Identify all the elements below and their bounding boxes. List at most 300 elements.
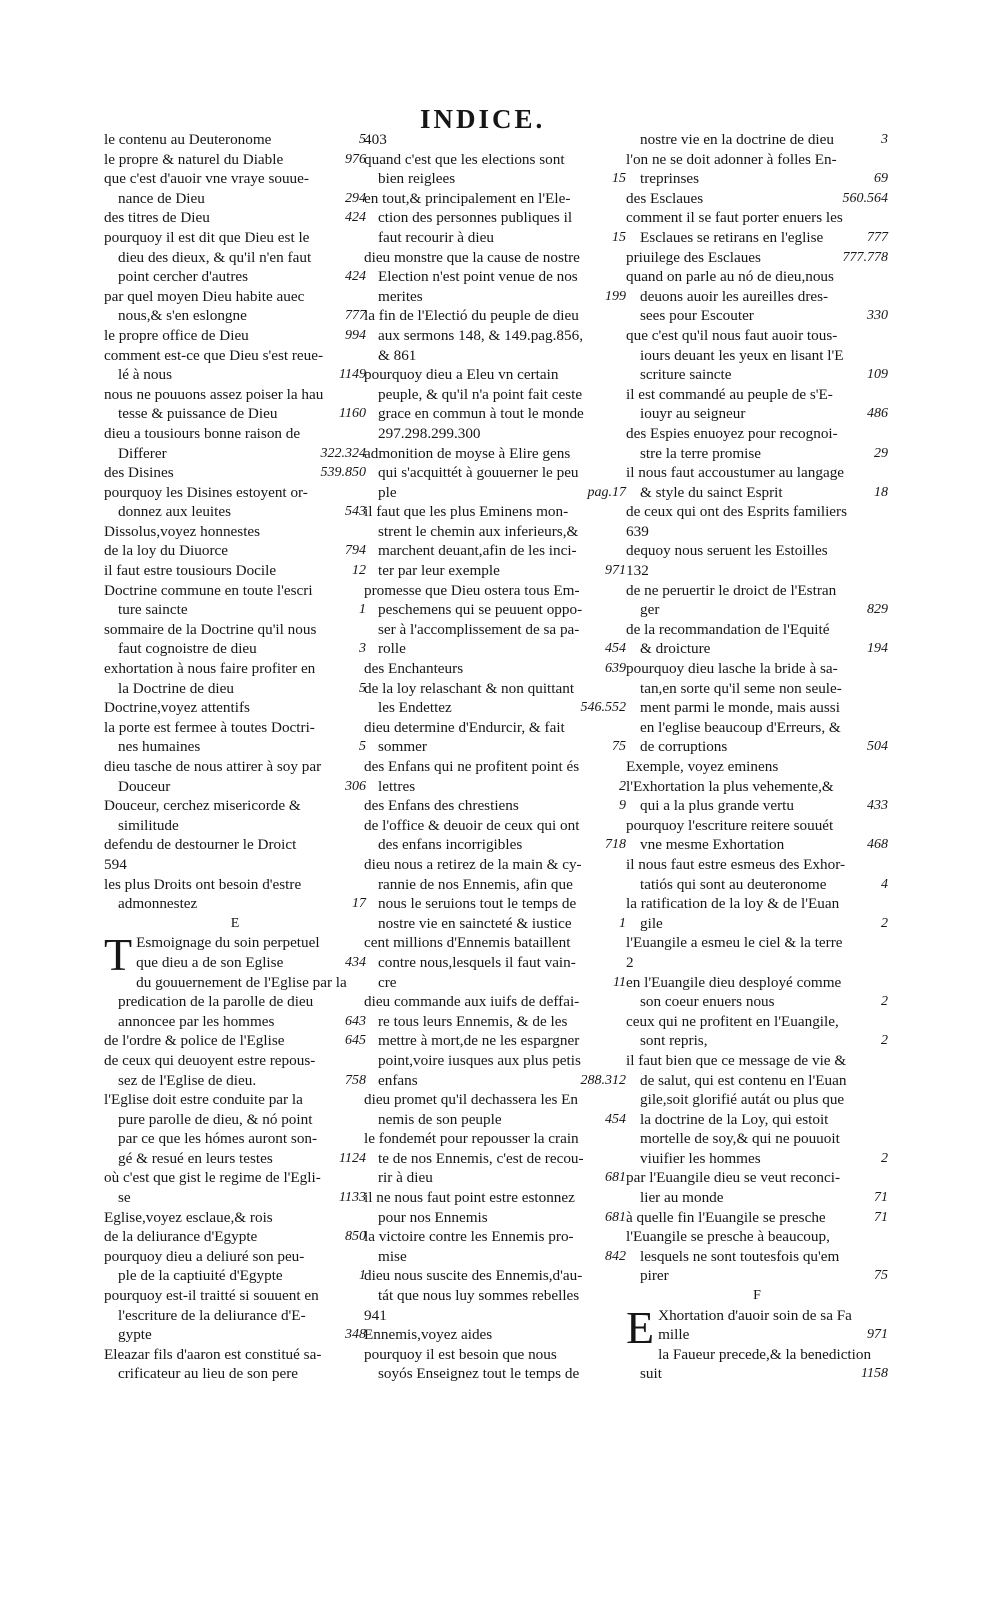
index-entry bbox=[364, 483, 626, 503]
index-entry bbox=[104, 992, 366, 1012]
entry-text: nostre vie en la doctrine de dieu bbox=[640, 131, 834, 148]
index-entry bbox=[626, 346, 888, 366]
entry-text: de ceux qui ont des Esprits familiers bbox=[626, 503, 848, 521]
entry-text: Exemple, voyez eminens bbox=[626, 758, 779, 775]
entry-text: nemis de son peuple bbox=[378, 1110, 502, 1128]
entry-text: tát que nous luy sommes rebelles bbox=[378, 1287, 580, 1305]
entry-text: l'Euangile a esmeu le ciel & la terre bbox=[626, 934, 843, 952]
entry-text: 132 bbox=[626, 562, 649, 580]
index-entry bbox=[364, 346, 626, 366]
entry-text: comment est-ce que Dieu s'est reue- bbox=[104, 346, 324, 364]
section-letter: E bbox=[230, 915, 240, 931]
entry-text: qui s'acquittét à gouuerner le peu bbox=[378, 464, 579, 482]
entry-text: mise bbox=[378, 1247, 407, 1265]
index-entry bbox=[104, 1364, 366, 1384]
index-entry bbox=[364, 522, 626, 542]
index-entry bbox=[364, 1306, 626, 1326]
index-entry bbox=[364, 541, 626, 561]
page-reference: 322.324 bbox=[320, 445, 366, 461]
entry-text: Differer bbox=[118, 444, 167, 462]
index-entry bbox=[104, 189, 366, 209]
entry-text: à quelle fin l'Euangile se presche bbox=[626, 1208, 826, 1226]
index-entry bbox=[104, 1051, 366, 1071]
drop-cap: E bbox=[626, 1301, 655, 1353]
entry-text: de corruptions bbox=[640, 738, 728, 756]
index-entry bbox=[104, 169, 366, 189]
page-reference: 1133 bbox=[339, 1190, 366, 1206]
entry-text: il faut bien que ce message de vie & bbox=[626, 1051, 847, 1069]
entry-text: ment parmi le monde, mais aussi bbox=[640, 699, 840, 717]
page-reference: 850 bbox=[345, 1229, 366, 1245]
page-reference: 486 bbox=[867, 406, 888, 422]
entry-text: ger bbox=[640, 601, 660, 619]
entry-text: lier au monde bbox=[640, 1189, 724, 1207]
entry-text: que dieu a de son Eglise bbox=[136, 953, 284, 971]
entry-text: enfans bbox=[378, 1071, 418, 1089]
index-entry bbox=[626, 1110, 888, 1130]
index-entry bbox=[104, 424, 366, 444]
entry-text: predication de la parolle de dieu bbox=[118, 993, 314, 1011]
index-entry bbox=[626, 718, 888, 738]
page-reference: 9 bbox=[619, 798, 626, 814]
index-entry bbox=[626, 1051, 888, 1071]
entry-text: Eleazar fils d'aaron est constitué sa- bbox=[104, 1345, 322, 1363]
page-reference: 109 bbox=[867, 367, 888, 383]
section-letter: F bbox=[753, 1288, 761, 1304]
index-entry bbox=[364, 1129, 626, 1149]
entry-text: pirer bbox=[640, 1267, 669, 1285]
page-reference: 777 bbox=[345, 308, 366, 324]
entry-text: par quel moyen Dieu habite auec bbox=[104, 287, 305, 305]
entry-text: ction des personnes publiques il bbox=[378, 209, 573, 227]
index-entry bbox=[104, 1110, 366, 1130]
index-entry bbox=[104, 326, 366, 346]
index-entry bbox=[626, 1129, 888, 1149]
page-reference: 645 bbox=[345, 1033, 366, 1049]
index-entry bbox=[364, 933, 626, 953]
index-entry bbox=[364, 1168, 626, 1188]
page-reference: 539.850 bbox=[320, 465, 366, 481]
index-entry bbox=[104, 1012, 366, 1032]
entry-text: quand on parle au nó de dieu,nous bbox=[626, 268, 834, 286]
entry-text: il faut estre tousiours Docile bbox=[104, 562, 277, 580]
entry-text: pourquoy l'escriture reitere souuét bbox=[626, 816, 834, 834]
index-entry bbox=[104, 816, 366, 836]
entry-text: par ce que les hómes auront son- bbox=[118, 1130, 318, 1148]
index-entry bbox=[104, 953, 366, 973]
index-entry bbox=[364, 444, 626, 464]
entry-text: lé à nous bbox=[118, 366, 172, 384]
page-reference: 718 bbox=[605, 837, 626, 853]
entry-text: l'escriture de la deliurance d'E- bbox=[118, 1306, 306, 1324]
index-entry bbox=[364, 326, 626, 346]
entry-text: rir à dieu bbox=[378, 1169, 433, 1187]
page-reference: 2 bbox=[881, 915, 888, 931]
page-reference: 434 bbox=[345, 954, 366, 970]
entry-text: 639 bbox=[626, 522, 649, 540]
entry-text: son coeur enuers nous bbox=[640, 993, 775, 1011]
index-entry bbox=[104, 502, 366, 522]
page-reference: 454 bbox=[605, 1111, 626, 1127]
index-entry bbox=[104, 150, 366, 170]
entry-text: la doctrine de la Loy, qui estoit bbox=[640, 1110, 829, 1128]
entry-text: de ceux qui deuoyent estre repous- bbox=[104, 1051, 316, 1069]
index-entry bbox=[364, 424, 626, 444]
entry-text: les plus Droits ont besoin d'estre bbox=[104, 875, 302, 893]
entry-text: le fondemét pour repousser la crain bbox=[364, 1130, 579, 1148]
page-reference: 5 bbox=[359, 739, 366, 755]
index-entry bbox=[626, 953, 888, 973]
index-entry bbox=[364, 855, 626, 875]
page-reference: 2 bbox=[881, 1033, 888, 1049]
entry-text: sees pour Escouter bbox=[640, 307, 754, 325]
page-reference: 1149 bbox=[339, 367, 366, 383]
page-reference: 1 bbox=[359, 602, 366, 618]
index-entry bbox=[626, 698, 888, 718]
index-entry bbox=[626, 150, 888, 170]
entry-text: il nous faut accoustumer au langage bbox=[626, 464, 845, 482]
entry-text: dieu promet qu'il dechassera les En bbox=[364, 1091, 579, 1109]
entry-text: 297.298.299.300 bbox=[378, 424, 481, 442]
page-reference: 12 bbox=[352, 563, 366, 579]
page-reference: 5 bbox=[359, 132, 366, 147]
index-entry bbox=[626, 208, 888, 228]
entry-text: gile,soit glorifié autát ou plus que bbox=[640, 1091, 845, 1109]
entry-text: des Enchanteurs bbox=[364, 660, 464, 678]
index-entry bbox=[626, 581, 888, 601]
entry-text: ser à l'accomplissement de sa pa- bbox=[378, 620, 580, 638]
entry-text: annoncee par les hommes bbox=[118, 1012, 275, 1030]
index-entry bbox=[364, 875, 626, 895]
entry-text: ter par leur exemple bbox=[378, 562, 500, 580]
index-entry bbox=[364, 385, 626, 405]
index-entry bbox=[364, 1149, 626, 1169]
page-reference: 794 bbox=[345, 543, 366, 559]
index-entry bbox=[104, 1325, 366, 1345]
index-entry bbox=[104, 306, 366, 326]
index-entry bbox=[626, 365, 888, 385]
entry-text: Ennemis,voyez aides bbox=[364, 1326, 493, 1344]
page-reference: 639 bbox=[605, 661, 626, 677]
index-column-left bbox=[104, 130, 366, 1384]
entry-text: l'Euangile se presche à beaucoup, bbox=[626, 1228, 830, 1246]
index-entry bbox=[364, 1012, 626, 1032]
page-reference: 294 bbox=[345, 190, 366, 206]
index-entry bbox=[626, 385, 888, 405]
entry-text: promesse que Dieu ostera tous Em- bbox=[364, 581, 580, 599]
page-reference: pag.17 bbox=[587, 484, 626, 500]
entry-text: des Disines bbox=[104, 464, 174, 482]
entry-text: par l'Euangile dieu se veut reconci- bbox=[626, 1169, 841, 1187]
entry-text: treprinses bbox=[640, 170, 700, 188]
index-entry bbox=[626, 228, 888, 248]
entry-text: priuilege des Esclaues bbox=[626, 248, 761, 266]
page-reference: 454 bbox=[605, 641, 626, 657]
index-entry bbox=[626, 777, 888, 797]
page-reference: 71 bbox=[874, 1209, 888, 1225]
index-entry bbox=[104, 541, 366, 561]
entry-text: nance de Dieu bbox=[118, 189, 205, 207]
entry-text: 594 bbox=[104, 855, 127, 873]
page-reference: 842 bbox=[605, 1248, 626, 1264]
entry-text: que c'est qu'il nous faut auoir tous- bbox=[626, 326, 838, 344]
page-reference: 288.312 bbox=[580, 1072, 626, 1088]
entry-text: iouyr au seigneur bbox=[640, 405, 746, 423]
page-reference: 829 bbox=[867, 602, 888, 618]
entry-text: des Espies enuoyez pour recognoi- bbox=[626, 424, 838, 442]
entry-text: la Faueur precede,& la benediction bbox=[658, 1345, 872, 1363]
page-reference: 15 bbox=[612, 229, 626, 245]
page-reference: 4 bbox=[881, 876, 888, 892]
index-entry bbox=[626, 1247, 888, 1267]
entry-text: dequoy nous seruent les Estoilles bbox=[626, 542, 828, 560]
entry-text: des enfans incorrigibles bbox=[378, 836, 523, 854]
index-entry bbox=[364, 1071, 626, 1091]
entry-text: la victoire contre les Ennemis pro- bbox=[364, 1228, 574, 1246]
page-reference: 2 bbox=[881, 1150, 888, 1166]
index-entry bbox=[626, 502, 888, 522]
page-reference: 424 bbox=[345, 269, 366, 285]
entry-text: des Enfans qui ne profitent point és bbox=[364, 758, 580, 775]
index-entry bbox=[104, 1168, 366, 1188]
index-entry bbox=[104, 1266, 366, 1286]
index-entry bbox=[104, 1247, 366, 1267]
entry-text: la ratification de la loy & de l'Euan bbox=[626, 895, 840, 913]
entry-text: te de nos Ennemis, c'est de recou- bbox=[378, 1149, 584, 1167]
entry-text: Douceur bbox=[118, 777, 171, 795]
page-reference: 75 bbox=[874, 1268, 888, 1284]
index-entry bbox=[626, 620, 888, 640]
index-entry bbox=[626, 483, 888, 503]
entry-text: dieu nous a retirez de la main & cy- bbox=[364, 855, 582, 873]
page-reference: 543 bbox=[345, 504, 366, 520]
entry-text: pourquoy il est besoin que nous bbox=[364, 1345, 557, 1363]
entry-text: dieu des dieux, & qu'il n'en faut bbox=[118, 248, 312, 266]
index-entry bbox=[626, 326, 888, 346]
entry-text: le contenu au Deuteronome bbox=[104, 131, 272, 148]
entry-text: des Esclaues bbox=[626, 189, 704, 207]
page-reference: 348 bbox=[345, 1327, 366, 1343]
index-entry bbox=[364, 737, 626, 757]
entry-text: pourquoy dieu a Eleu vn certain bbox=[364, 366, 559, 384]
entry-text: nous ne pouuons assez poiser la hau bbox=[104, 385, 324, 403]
index-entry bbox=[364, 306, 626, 326]
index-entry bbox=[104, 404, 366, 424]
entry-text: admonition de moyse à Elire gens bbox=[364, 444, 571, 462]
index-entry bbox=[626, 1345, 888, 1365]
index-entry bbox=[364, 1031, 626, 1051]
entry-text: cre bbox=[378, 973, 397, 991]
entry-text: lesquels ne sont toutesfois qu'em bbox=[640, 1247, 840, 1265]
index-entry bbox=[626, 1188, 888, 1208]
entry-text: gé & resué en leurs testes bbox=[118, 1149, 273, 1167]
entry-text: mortelle de soy,& qui ne pouuoit bbox=[640, 1130, 840, 1148]
entry-text: peuple, & qu'il n'a point fait ceste bbox=[378, 385, 583, 403]
index-entry bbox=[104, 835, 366, 855]
index-entry bbox=[364, 698, 626, 718]
index-entry bbox=[364, 581, 626, 601]
entry-text: le propre office de Dieu bbox=[104, 326, 249, 344]
entry-text: sommaire de la Doctrine qu'il nous bbox=[104, 620, 317, 638]
index-entry bbox=[104, 737, 366, 757]
entry-text: pourquoy dieu lasche la bride à sa- bbox=[626, 660, 838, 678]
index-entry bbox=[104, 1286, 366, 1306]
entry-text: dieu a tousiours bonne raison de bbox=[104, 424, 301, 442]
index-entry bbox=[626, 914, 888, 934]
page-reference: 29 bbox=[874, 445, 888, 461]
entry-text: de salut, qui est contenu en l'Euan bbox=[640, 1071, 847, 1089]
entry-text: rannie de nos Ennemis, afin que bbox=[378, 875, 573, 893]
index-entry bbox=[364, 1266, 626, 1286]
index-entry bbox=[364, 953, 626, 973]
index-entry bbox=[104, 698, 366, 718]
index-entry bbox=[626, 796, 888, 816]
index-entry bbox=[626, 287, 888, 307]
index-entry bbox=[364, 228, 626, 248]
entry-text: Douceur, cerchez misericorde & bbox=[104, 797, 301, 815]
page-title: INDICE. bbox=[420, 104, 546, 134]
entry-text: merites bbox=[378, 287, 423, 305]
index-entry bbox=[626, 1012, 888, 1032]
entry-text: admonnestez bbox=[118, 895, 198, 913]
entry-text: 941 bbox=[364, 1306, 387, 1324]
index-entry bbox=[626, 679, 888, 699]
index-entry bbox=[104, 1306, 366, 1326]
index-entry bbox=[104, 1090, 366, 1110]
entry-text: tesse & puissance de Dieu bbox=[118, 405, 278, 423]
index-entry bbox=[104, 365, 366, 385]
entry-text: Dissolus,voyez honnestes bbox=[104, 522, 261, 540]
entry-text: dieu commande aux iuifs de deffai- bbox=[364, 993, 580, 1011]
index-entry bbox=[626, 444, 888, 464]
index-entry bbox=[364, 130, 626, 150]
page-reference: 560.564 bbox=[842, 190, 888, 206]
page-reference: 11 bbox=[613, 974, 626, 990]
entry-text: de l'office & deuoir de ceux qui ont bbox=[364, 816, 580, 834]
entry-text: point,voire iusques aux plus petis bbox=[378, 1051, 581, 1069]
entry-text: & 861 bbox=[378, 346, 417, 364]
entry-text: Doctrine commune en toute l'escri bbox=[104, 581, 313, 599]
index-entry bbox=[104, 600, 366, 620]
page-reference: 15 bbox=[612, 171, 626, 187]
page-reference: 546.552 bbox=[580, 700, 626, 716]
index-entry bbox=[104, 894, 366, 914]
index-entry bbox=[364, 561, 626, 581]
entry-text: aux sermons 148, & 149.pag.856, bbox=[378, 326, 584, 344]
page-reference: 2 bbox=[881, 994, 888, 1010]
index-entry bbox=[364, 463, 626, 483]
entry-text: lettres bbox=[378, 777, 416, 795]
entry-text: stre la terre promise bbox=[640, 444, 762, 462]
index-entry bbox=[364, 208, 626, 228]
entry-text: faut cognoistre de dieu bbox=[118, 640, 257, 658]
index-entry bbox=[626, 1168, 888, 1188]
page-reference: 5 bbox=[359, 680, 366, 696]
entry-text: suit bbox=[640, 1365, 662, 1383]
entry-text: ture saincte bbox=[118, 601, 188, 619]
page-reference: 681 bbox=[605, 1209, 626, 1225]
index-entry bbox=[104, 267, 366, 287]
index-entry bbox=[104, 973, 366, 993]
index-entry bbox=[364, 248, 626, 268]
entry-text: sez de l'Eglise de dieu. bbox=[118, 1071, 257, 1089]
entry-text: quand c'est que les elections sont bbox=[364, 150, 565, 168]
entry-text: defendu de destourner le Droict bbox=[104, 836, 297, 854]
index-entry bbox=[104, 1227, 366, 1247]
entry-text: de la loy du Diuorce bbox=[104, 542, 228, 560]
index-entry bbox=[104, 718, 366, 738]
entry-text: dieu nous suscite des Ennemis,d'au- bbox=[364, 1267, 583, 1285]
entry-text: sont repris, bbox=[640, 1032, 708, 1050]
index-entry bbox=[104, 659, 366, 679]
entry-text: Esmoignage du soin perpetuel bbox=[136, 934, 320, 952]
page-reference: 71 bbox=[874, 1190, 888, 1206]
page-reference: 971 bbox=[605, 563, 626, 579]
index-entry bbox=[626, 541, 888, 561]
entry-text: ceux qui ne profitent en l'Euangile, bbox=[626, 1012, 839, 1030]
index-entry bbox=[626, 1325, 888, 1345]
index-entry bbox=[104, 130, 366, 150]
entry-text: exhortation à nous faire profiter en bbox=[104, 660, 316, 678]
entry-text: la porte est fermee à toutes Doctri- bbox=[104, 718, 315, 736]
index-entry bbox=[364, 679, 626, 699]
index-entry bbox=[104, 1071, 366, 1091]
entry-text: grace en commun à tout le monde bbox=[378, 405, 584, 423]
index-entry bbox=[104, 1129, 366, 1149]
entry-text: des titres de Dieu bbox=[104, 209, 210, 227]
index-entry bbox=[104, 1188, 366, 1208]
index-entry bbox=[364, 267, 626, 287]
entry-text: pure parolle de dieu, & nó point bbox=[118, 1110, 313, 1128]
index-entry bbox=[104, 1149, 366, 1169]
entry-text: nostre vie en saincteté & iustice bbox=[378, 914, 572, 932]
index-entry bbox=[364, 620, 626, 640]
page-reference: 1124 bbox=[339, 1150, 366, 1166]
index-column-middle bbox=[364, 130, 626, 1384]
index-entry bbox=[364, 1325, 626, 1345]
page-reference: 468 bbox=[867, 837, 888, 853]
entry-text: il nous faut estre esmeus des Exhor- bbox=[626, 855, 846, 873]
page-reference: 643 bbox=[345, 1013, 366, 1029]
index-entry bbox=[364, 287, 626, 307]
entry-text: dieu tasche de nous attirer à soy par bbox=[104, 758, 322, 775]
entry-text: dieu determine d'Endurcir, & fait bbox=[364, 718, 565, 736]
index-entry bbox=[626, 1227, 888, 1247]
index-entry bbox=[104, 757, 366, 777]
page-reference: 777.778 bbox=[842, 249, 888, 265]
page-reference: 1 bbox=[359, 1268, 366, 1284]
entry-text: vne mesme Exhortation bbox=[640, 836, 785, 854]
page-reference: 1 bbox=[619, 915, 626, 931]
index-entry bbox=[626, 561, 888, 581]
index-entry bbox=[626, 306, 888, 326]
entry-text: il ne nous faut point estre estonnez bbox=[364, 1189, 575, 1207]
entry-text: gypte bbox=[118, 1326, 152, 1344]
index-entry bbox=[626, 1071, 888, 1091]
index-entry bbox=[364, 404, 626, 424]
entry-text: nes humaines bbox=[118, 738, 201, 756]
index-entry bbox=[364, 1227, 626, 1247]
entry-text: Xhortation d'auoir soin de sa Fa bbox=[658, 1306, 852, 1324]
page-reference: 424 bbox=[345, 210, 366, 226]
index-entry bbox=[364, 600, 626, 620]
entry-text: faut recourir à dieu bbox=[378, 228, 494, 246]
index-entry bbox=[626, 1364, 888, 1384]
entry-text: que c'est d'auoir vne vraye souue- bbox=[104, 170, 309, 188]
entry-text: pourquoy il est dit que Dieu est le bbox=[104, 228, 310, 246]
index-entry bbox=[626, 639, 888, 659]
index-entry bbox=[626, 600, 888, 620]
